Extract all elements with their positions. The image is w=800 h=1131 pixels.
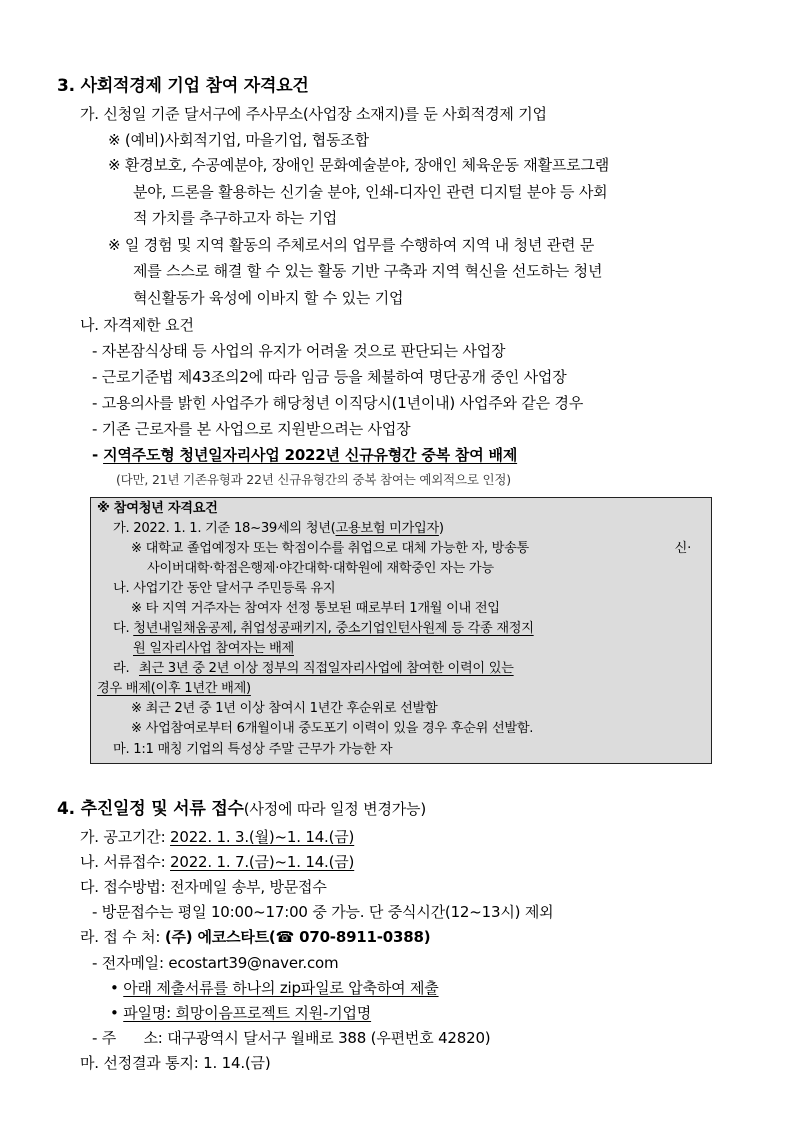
section4-title-bold: 4. 추진일정 및 서류 접수 <box>57 799 244 819</box>
box-da-line1: 청년내일채움공제, 취업성공패키지, 중소기업인턴사원제 등 각종 재정지 <box>133 621 534 636</box>
box-title: ※ 참여청년 자격요건 <box>97 501 218 516</box>
box-da-prefix: 다. <box>113 621 134 636</box>
sec4-ra-company: (주) 에코스타트(☎ 070-8911-0388) <box>164 928 431 946</box>
sec4-address: - 주 소: 대구광역시 달서구 월배로 388 (우편번호 42820) <box>92 1029 491 1047</box>
sec3-note2-line2: 분야, 드론을 활용하는 신기술 분야, 인쇄-디자인 관련 디지털 분야 등 사회 <box>133 183 608 201</box>
box-ra-note1: ※ 최근 2년 중 1년 이상 참여시 1년간 후순위로 선발함 <box>131 701 438 716</box>
box-ga-note-text: ※ 대학교 졸업예정자 또는 학점이수를 취업으로 대체 가능한 자, 방송통 <box>131 541 529 556</box>
sec4-item-na <box>80 850 354 874</box>
sec4-bullet1-text: 아래 제출서류를 하나의 zip파일로 압축하여 제출 <box>123 979 439 997</box>
sec3-note3-line2: 제를 스스로 해결 할 수 있는 활동 기반 구축과 지역 혁신을 선도하는 청년 <box>133 262 603 280</box>
box-ga-note-line1 <box>131 539 691 559</box>
sec3-restriction-5-note: (다만, 21년 기존유형과 22년 신규유형간의 중복 참여는 예외적으로 인정) <box>116 472 511 487</box>
box-ga-underline: 고용보험 미가입자 <box>335 521 439 536</box>
sec4-bullet1 <box>110 976 439 1000</box>
sec4-item-da: 다. 접수방법: 전자메일 송부, 방문접수 <box>80 878 327 896</box>
box-na-note: ※ 타 지역 거주자는 참여자 선정 통보된 때로부터 1개월 이내 전입 <box>131 601 500 616</box>
youth-eligibility-box <box>90 497 712 764</box>
section4-title-note: (사정에 따라 일정 변경가능) <box>243 800 426 818</box>
sec3-restriction-1: - 자본잠식상태 등 사업의 유지가 어려울 것으로 판단되는 사업장 <box>92 342 506 360</box>
sec4-bullet2 <box>110 1001 371 1025</box>
sec3-note3-line1: ※ 일 경험 및 지역 활동의 주체로서의 업무를 수행하여 지역 내 청년 관련 문 <box>108 236 595 254</box>
box-ga-close: ) <box>438 521 444 536</box>
box-ra-line2: 경우 배제(이후 1년간 배제) <box>97 681 251 696</box>
section4-title <box>57 797 426 821</box>
sec4-ra-label: 라. 접 수 처: <box>80 928 165 946</box>
box-ra-prefix: 라. <box>113 661 130 676</box>
box-item-ra <box>113 659 709 679</box>
section3-title: 3. 사회적경제 기업 참여 자격요건 <box>57 76 309 96</box>
box-ra-note2: ※ 사업참여로부터 6개월이내 중도포기 이력이 있을 경우 후순위 선발함. <box>131 721 534 736</box>
sec3-restriction-4: - 기존 근로자를 본 사업으로 지원받으려는 사업장 <box>92 420 411 438</box>
box-ga-note-line2: 사이버대학·학점은행제·야간대학·대학원에 재학중인 자는 가능 <box>147 561 494 576</box>
sec4-item-ga <box>80 825 354 849</box>
box-ga-text: 가. 2022. 1. 1. 기준 18~39세의 청년( <box>113 521 336 536</box>
sec3-note2-line1: ※ 환경보호, 수공예분야, 장애인 문화예술분야, 장애인 체육운동 재활프로그램 <box>108 156 610 174</box>
bullet-icon: • <box>110 979 119 997</box>
restriction-5-text: 지역주도형 청년일자리사업 2022년 신규유형간 중복 참여 배제 <box>103 446 518 464</box>
sec3-restriction-5 <box>92 443 517 467</box>
sec4-na-date: 2022. 1. 7.(금)~1. 14.(금) <box>170 853 355 871</box>
box-da-line2: 원 일자리사업 참여자는 배제 <box>133 641 294 656</box>
dash: - <box>92 446 104 464</box>
sec3-note2-line3: 적 가치를 추구하고자 하는 기업 <box>133 209 338 227</box>
sec4-bullet2-text: 파일명: 희망이음프로젝트 지원-기업명 <box>123 1004 372 1022</box>
sec4-na-label: 나. 서류접수: <box>80 853 171 871</box>
sec3-note1: ※ (예비)사회적기업, 마을기업, 협동조합 <box>108 131 369 149</box>
sec3-restriction-3: - 고용의사를 밝힌 사업주가 해당청년 이직당시(1년이내) 사업주와 같은 경우 <box>92 394 584 412</box>
sec3-item-ga: 가. 신청일 기준 달서구에 주사무소(사업장 소재지)를 둔 사회적경제 기업 <box>80 105 547 123</box>
sec4-ga-label: 가. 공고기간: <box>80 828 171 846</box>
sec4-item-ma: 마. 선정결과 통지: 1. 14.(금) <box>80 1054 271 1072</box>
box-item-na: 나. 사업기간 동안 달서구 주민등록 유지 <box>113 581 336 596</box>
box-item-ga <box>113 519 444 539</box>
sec3-restriction-2: - 근로기준법 제43조의2에 따라 임금 등을 체불하여 명단공개 중인 사업장 <box>92 368 567 386</box>
sec4-item-ra <box>80 925 430 949</box>
sec4-email: - 전자메일: ecostart39@naver.com <box>92 954 339 972</box>
sec3-note3-line3: 혁신활동가 육성에 이바지 할 수 있는 기업 <box>133 289 404 307</box>
box-ga-note-end: 신· <box>674 541 691 556</box>
sec3-item-na: 나. 자격제한 요건 <box>80 316 194 334</box>
sec4-ga-date: 2022. 1. 3.(월)~1. 14.(금) <box>170 828 355 846</box>
box-item-da <box>113 619 534 639</box>
sec4-da-note: - 방문접수는 평일 10:00~17:00 중 가능. 단 중식시간(12~13시) 제외 <box>92 903 554 921</box>
box-ra-line1: 최근 3년 중 2년 이상 정부의 직접일자리사업에 참여한 이력이 있는 <box>139 661 514 676</box>
box-item-ma: 마. 1:1 매칭 기업의 특성상 주말 근무가 가능한 자 <box>113 742 393 757</box>
bullet-icon: • <box>110 1004 119 1022</box>
